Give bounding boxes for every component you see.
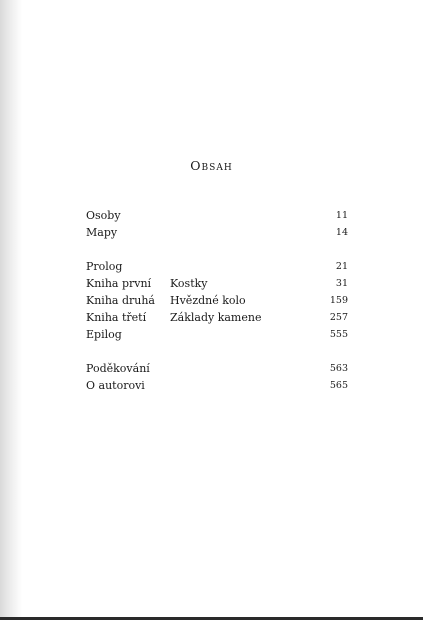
toc-entry-page-number: 159 [329,295,348,306]
toc-entry-page-number: 21 [335,261,348,272]
toc-entry-label: Kniha třetí [86,311,147,324]
toc-entry-subtitle: Hvězdné kolo [170,294,246,307]
toc-group-back-matter [86,360,348,394]
toc-entry-page-number: 565 [329,380,348,391]
toc-group-front-matter [86,207,348,241]
toc-entry-prolog[interactable] [86,258,348,275]
toc-entry-kniha-prvni[interactable] [86,275,348,292]
toc-entry-page-number: 555 [329,329,348,340]
toc-entry-page-number: 257 [329,312,348,323]
toc-entry-subtitle: Základy kamene [170,311,262,324]
toc-entry-mapy[interactable] [86,224,348,241]
toc-entry-label: Kniha první [86,277,152,290]
toc-entry-label: Prolog [86,260,123,273]
toc-entry-label: O autorovi [86,379,145,392]
toc-entry-label: Mapy [86,226,118,239]
toc-entry-epilog[interactable] [86,326,348,343]
toc-group-main-content [86,258,348,343]
toc-entry-page-number: 14 [335,227,348,238]
toc-entry-kniha-treti[interactable] [86,309,348,326]
toc-entry-page-number: 11 [335,210,348,221]
toc-entry-podekovani[interactable] [86,360,348,377]
toc-entry-label: Kniha druhá [86,294,155,307]
toc-entry-o-autorovi[interactable] [86,377,348,394]
toc-entry-page-number: 31 [335,278,348,289]
toc-entry-label: Poděkování [86,362,150,375]
toc-entry-subtitle: Kostky [170,277,208,290]
toc-entry-page-number: 563 [329,363,348,374]
toc-entry-osoby[interactable] [86,207,348,224]
table-of-contents [86,207,348,394]
toc-entry-kniha-druha[interactable] [86,292,348,309]
toc-entry-label: Osoby [86,209,121,222]
toc-entry-label: Epilog [86,328,122,341]
page-title: Obsah [190,158,233,174]
